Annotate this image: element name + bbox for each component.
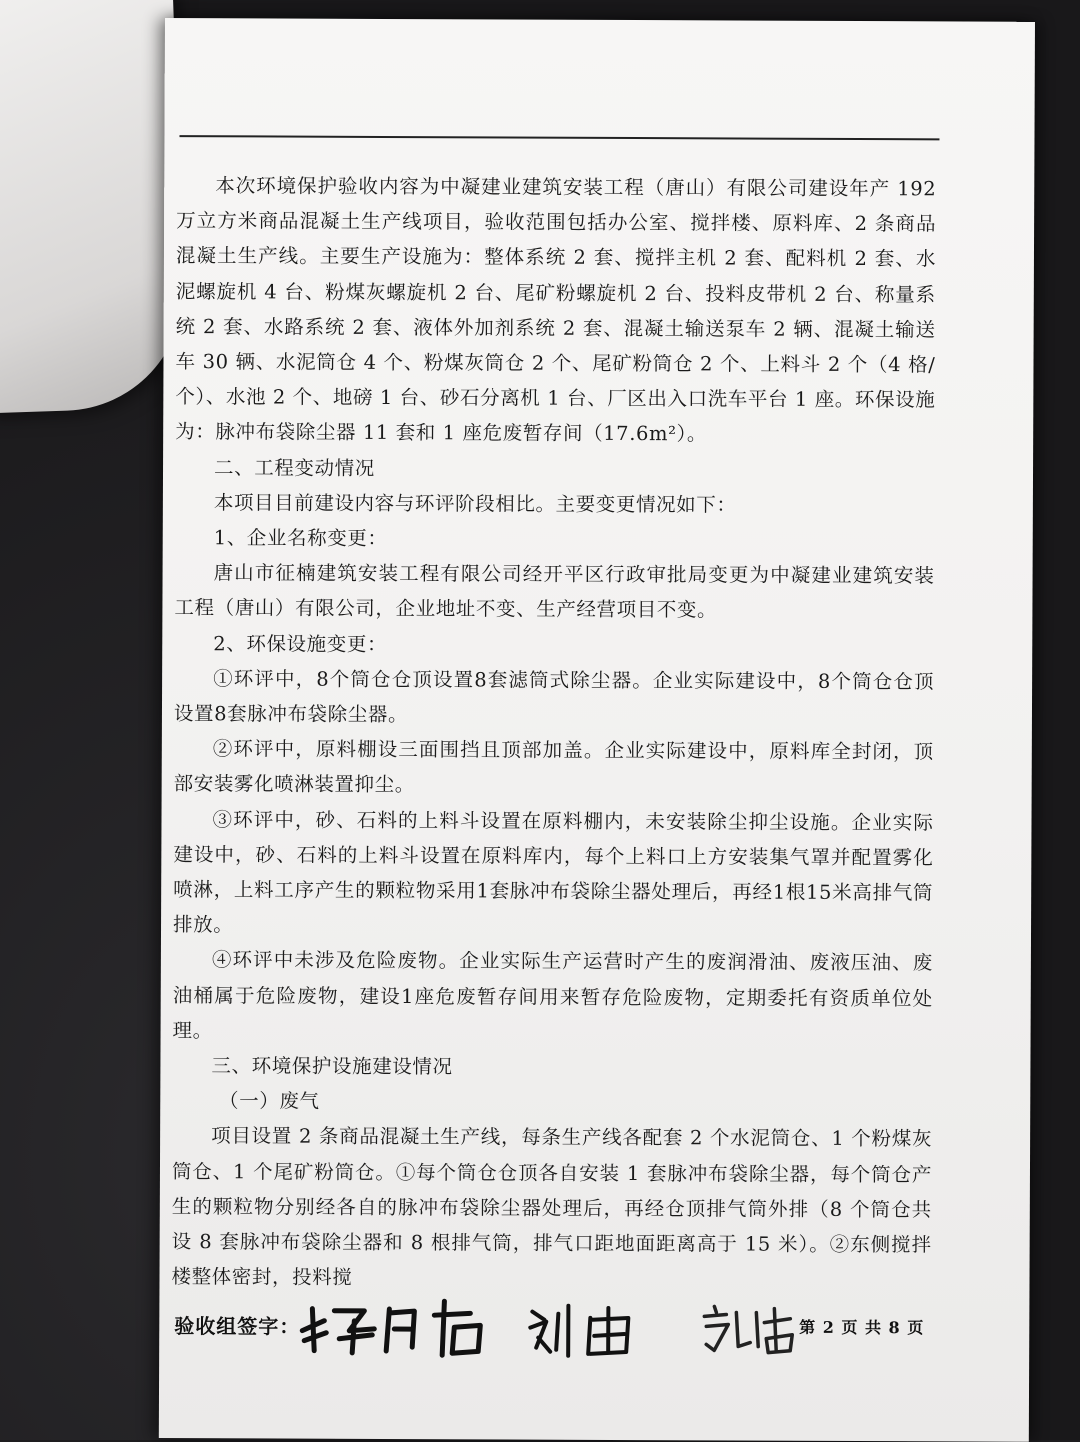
signature-1 [294,1291,494,1362]
paragraph: 2、环保设施变更： [213,631,388,656]
paragraph: 唐山市征楠建筑安装工程有限公司经开平区行政审批局变更为中凝建业建筑安装工程（唐山）有限公司，企业地址不变、生产经营项目不变。 [174,561,935,622]
underlying-page-corner [0,0,187,413]
header-rule [179,135,939,140]
paragraph: ③环评中，砂、石料的上料斗设置在原料棚内，未安装除尘抑尘设施。企业实际建设中，砂、石料的上料斗设置在原料库内，每个上料口上方安装集气罩并配置雾化喷淋，上料工序产生的颗粒物采用1套脉冲布袋除尘器处理后，再经1根15米高排气筒排放。 [172,807,934,937]
paragraph: 1、企业名称变更： [213,526,388,551]
page-number: 第 2 页 共 8 页 [799,1317,925,1338]
paragraph: 项目设置 2 条商品混凝土生产线，每条生产线各配套 2 个水泥筒仓、1 个粉煤灰筒仓、1 个尾矿粉筒仓。①每个筒仓仓顶各自安装 1 套脉冲布袋除尘器，每个筒仓产生的颗粒物分别经各自的脉冲布袋除尘器处理后，再经仓顶排气筒外排（8 个筒仓共设 8 套脉冲布袋除尘器和 8 根排气筒，排气口距地面距离高于 15 米）。②东侧搅拌楼整体密封，投料搅 [171,1124,933,1290]
paragraph: ①环评中，8个筒仓仓顶设置8套滤筒式除尘器。企业实际建设中，8个筒仓仓顶设置8套脉冲布袋除尘器。 [173,667,935,727]
signature-3 [694,1298,804,1358]
document-body [171,168,936,1298]
paragraph: ④环评中未涉及危险废物。企业实际生产运营时产生的废润滑油、废液压油、废油桶属于危险废物，建设1座危废暂存间用来暂存危险废物，定期委托有资质单位处理。 [172,948,933,1043]
signature-label: 验收组签字： [174,1314,301,1339]
subsection-heading: （一）废气 [219,1089,320,1113]
page-footer [174,1290,934,1363]
section-heading: 三、环境保护设施建设情况 [211,1054,453,1079]
section-heading: 二、工程变动情况 [213,455,375,480]
paragraph: 本次环境保护验收内容为中凝建业建筑安装工程（唐山）有限公司建设年产 192 万立方米商品混凝土生产线项目，验收范围包括办公室、搅拌楼、原料库、2 条商品混凝土生产线。主要生产设施为：整体系统 2 套、搅拌主机 2 套、配料机 2 套、水泥螺旋机 4 台、粉煤灰螺旋机 2 台、尾矿粉螺旋机 2 台、投料皮带机 2 台、称量系统 2 套、水路系统 2 套、液体外加剂系统 2 套、混凝土输送泵车 2 辆、混凝土输送车 30 辆、水泥筒仓 4 个、粉煤灰筒仓 2 个、尾矿粉筒仓 2 个、上料斗 2 个（4 格/个）、水池 2 个、地磅 1 台、砂石分离机 1 台、厂区出入口洗车平台 1 座。环保设施为：脉冲布袋除尘器 11 套和 1 座危废暂存间（17.6m²）。 [175,174,937,446]
paragraph: 本项目目前建设内容与环评阶段相比。主要变更情况如下： [213,491,737,517]
paragraph: ②环评中，原料棚设三面围挡且顶部加盖。企业实际建设中，原料库全封闭，顶部安装雾化喷淋装置抑尘。 [173,737,934,797]
signature-2 [524,1298,644,1363]
document-page [159,18,1035,1442]
